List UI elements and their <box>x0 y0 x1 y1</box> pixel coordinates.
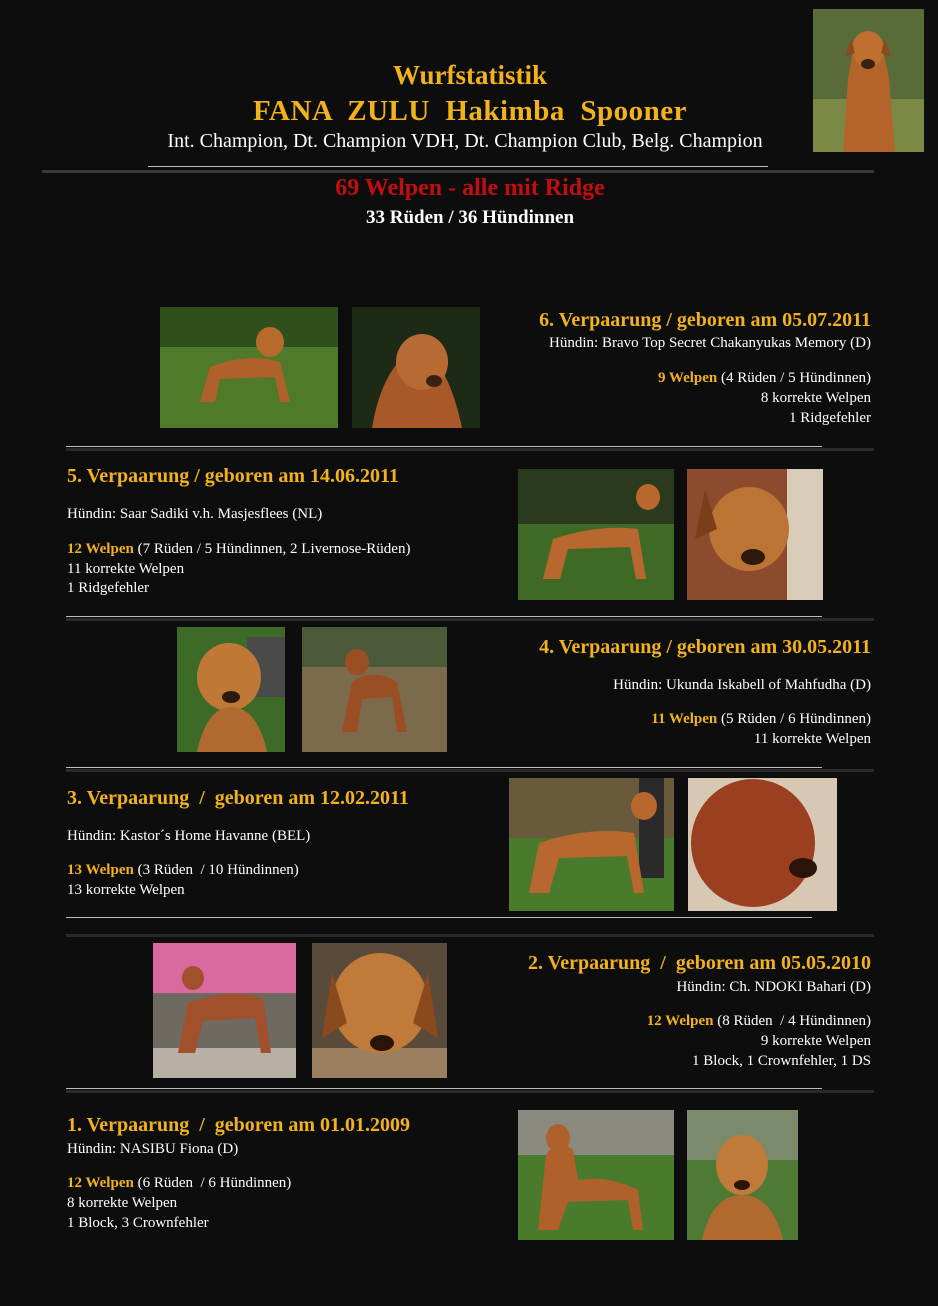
header-divider-thin <box>148 166 768 167</box>
litter-5-heading: 5. Verpaarung / geboren am 14.06.2011 <box>67 465 399 487</box>
litter-2-line-2: 1 Block, 1 Crownfehler, 1 DS <box>692 1053 871 1069</box>
litter-1-photo-1 <box>518 1110 674 1240</box>
litter-2-count-label: 12 Welpen <box>646 1013 714 1029</box>
litter-2-count-detail: (8 Rüden / 4 Hündinnen) <box>713 1013 871 1029</box>
gender-split: 33 Rüden / 36 Hündinnen <box>365 207 575 228</box>
litter-6-line-1: 8 korrekte Welpen <box>760 390 871 406</box>
sire-photo <box>813 9 924 152</box>
litter-6-count-detail: (4 Rüden / 5 Hündinnen) <box>717 370 871 386</box>
dog-name: FANA ZULU Hakimba Spooner <box>252 95 688 127</box>
divider <box>66 767 822 768</box>
litter-6-heading: 6. Verpaarung / geboren am 05.07.2011 <box>539 309 871 331</box>
litter-3-photo-1 <box>509 778 674 911</box>
litter-4-count <box>460 709 871 729</box>
litter-6-photo-1 <box>160 307 338 428</box>
litter-1-count <box>67 1173 507 1193</box>
litter-5-count-detail: (7 Rüden / 5 Hündinnen, 2 Livernose-Rüden) <box>133 541 411 557</box>
litter-2-mother: Hündin: Ch. NDOKI Bahari (D) <box>676 979 871 995</box>
litter-4-mother: Hündin: Ukunda Iskabell of Mahfudha (D) <box>613 677 871 693</box>
litter-3-photo-2 <box>688 778 837 911</box>
litter-5-photo-2 <box>687 469 823 600</box>
litter-5-photo-1 <box>518 469 674 600</box>
litter-1-line-1: 8 korrekte Welpen <box>67 1195 178 1211</box>
litter-2-line-1: 9 korrekte Welpen <box>760 1033 871 1049</box>
divider <box>66 616 822 617</box>
litter-2-photo-1 <box>153 943 296 1078</box>
divider-shadow <box>66 448 874 451</box>
litter-4-heading: 4. Verpaarung / geboren am 30.05.2011 <box>539 636 871 658</box>
champion-titles: Int. Champion, Dt. Champion VDH, Dt. Champion Club, Belg. Champion <box>167 130 763 152</box>
litter-1-mother: Hündin: NASIBU Fiona (D) <box>67 1141 239 1157</box>
litter-5-count-label: 12 Welpen <box>67 541 134 557</box>
litter-3-line-1: 13 korrekte Welpen <box>67 882 185 898</box>
litter-6-line-2: 1 Ridgefehler <box>788 410 871 426</box>
header-divider <box>42 170 874 173</box>
litter-1-photo-2 <box>687 1110 798 1240</box>
litter-3-count <box>67 860 507 880</box>
litter-3-heading: 3. Verpaarung / geboren am 12.02.2011 <box>67 787 409 809</box>
litter-4-photo-2 <box>302 627 447 752</box>
litter-2-heading: 2. Verpaarung / geboren am 05.05.2010 <box>528 952 871 974</box>
divider <box>66 917 812 918</box>
divider-shadow <box>66 618 874 621</box>
litter-5-line-2: 1 Ridgefehler <box>67 580 150 596</box>
page-title: Wurfstatistik <box>392 60 547 90</box>
total-puppies: 69 Welpen - alle mit Ridge <box>335 175 605 201</box>
litter-1-heading: 1. Verpaarung / geboren am 01.01.2009 <box>67 1114 410 1136</box>
litter-4-count-label: 11 Welpen <box>651 711 718 727</box>
litter-4-count-detail: (5 Rüden / 6 Hündinnen) <box>717 711 871 727</box>
litter-6-mother: Hündin: Bravo Top Secret Chakanyukas Memory (D) <box>549 335 871 351</box>
divider-shadow <box>66 934 874 937</box>
litter-3-count-label: 13 Welpen <box>67 862 134 878</box>
litter-4-photo-1 <box>177 627 285 752</box>
divider <box>66 446 822 447</box>
litter-2-count <box>460 1011 871 1031</box>
divider <box>66 1088 822 1089</box>
litter-1-line-2: 1 Block, 3 Crownfehler <box>67 1215 209 1231</box>
litter-5-line-1: 11 korrekte Welpen <box>67 561 185 577</box>
litter-4-line-1: 11 korrekte Welpen <box>753 731 871 747</box>
litter-6-count-label: 9 Welpen <box>657 370 718 386</box>
litter-5-count <box>67 539 507 559</box>
divider-shadow <box>66 1090 874 1093</box>
litter-6-photo-2 <box>352 307 480 428</box>
litter-3-count-detail: (3 Rüden / 10 Hündinnen) <box>133 862 299 878</box>
litter-2-photo-2 <box>312 943 447 1078</box>
divider-shadow <box>66 769 874 772</box>
litter-3-mother: Hündin: Kastor´s Home Havanne (BEL) <box>67 828 311 844</box>
litter-5-mother: Hündin: Saar Sadiki v.h. Masjesflees (NL) <box>67 506 323 522</box>
litter-6-count <box>470 368 871 388</box>
litter-1-count-detail: (6 Rüden / 6 Hündinnen) <box>133 1175 292 1191</box>
litter-1-count-label: 12 Welpen <box>67 1175 134 1191</box>
